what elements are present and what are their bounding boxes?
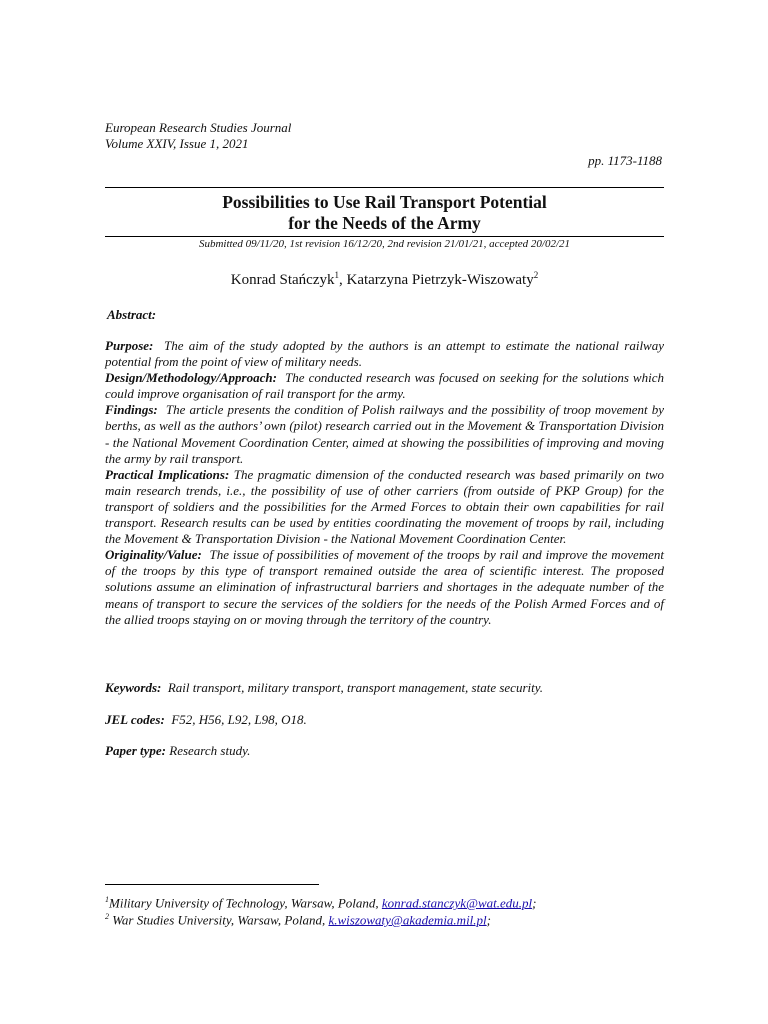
design-text: The conducted research was focused on seeking for the solutions which could improve organisation of rail transport for the army. bbox=[105, 370, 664, 402]
abstract-purpose bbox=[105, 338, 664, 370]
footnote-2-end: ; bbox=[486, 912, 491, 928]
author-2: Katarzyna Pietrzyk-Wiszowaty bbox=[346, 272, 534, 288]
abstract-practical bbox=[105, 467, 664, 547]
footnote-rule bbox=[105, 884, 319, 885]
findings-text: The article presents the condition of Polish railways and the possibility of troop movement by berths, as well as the authors’ own (pilot) research carried out in the Movement & Transportation Division - the National Movement Coordination Center, aimed at showing the possibilities of improving and moving the army by rail transport. bbox=[105, 402, 665, 466]
jel-label: JEL codes: bbox=[105, 712, 165, 727]
keywords-value: Rail transport, military transport, transport management, state security. bbox=[167, 680, 544, 695]
title-line-2: for the Needs of the Army bbox=[288, 213, 481, 233]
practical-text: The pragmatic dimension of the conducted research was based primarily on two main research trends, i.e., the possibility of use of other carriers (from outside of PKP Group) for the transport of soldiers and the possibilities for the Armed Forces to obtain their own capabilities for rail transport. Research results can be used by entities coordinating the movement of troops by rail, including the Movement & Transportation Division - the National Movement Coordination Center. bbox=[105, 466, 665, 547]
jel-codes bbox=[105, 712, 664, 728]
design-label: Design/Methodology/Approach: bbox=[105, 370, 277, 386]
keywords bbox=[105, 680, 664, 696]
author-list bbox=[105, 270, 664, 289]
paper-type bbox=[105, 743, 664, 759]
journal-name: European Research Studies Journal bbox=[105, 120, 292, 135]
paper-type-label: Paper type: bbox=[105, 743, 167, 758]
submission-dates: Submitted 09/11/20, 1st revision 16/12/20, 2nd revision 21/01/21, accepted 20/02/21 bbox=[198, 238, 571, 250]
journal-volume: Volume XXIV, Issue 1, 2021 bbox=[105, 136, 249, 151]
paper-type-value: Research study. bbox=[169, 743, 251, 758]
abstract-body bbox=[105, 338, 664, 628]
originality-text: The issue of possibilities of movement of the troops by rail and improve the movement of the troops by this type of transport remained outside the area of scientific interest. The proposed solutions assume an elimination of infrastructural barriers and shortages in the adequate number of the means of transport to secure the services of the soldiers for the needs of the Polish Armed Forces and of the allied troops staying on or moving through the territory of the country. bbox=[105, 547, 665, 627]
paper-title bbox=[105, 192, 664, 234]
footnote-1-end: ; bbox=[532, 895, 537, 911]
journal-header bbox=[105, 120, 291, 152]
footnote-1-email-link[interactable]: konrad.stanczyk@wat.edu.pl bbox=[381, 895, 533, 911]
footnote-2-text: War Studies University, Warsaw, Poland, bbox=[109, 912, 329, 928]
footnote-1-mark: 1 bbox=[105, 895, 109, 904]
footnote-2-email-link[interactable]: k.wiszowaty@akademia.mil.pl bbox=[328, 912, 487, 928]
title-line-1: Possibilities to Use Rail Transport Potential bbox=[222, 192, 547, 212]
findings-label: Findings: bbox=[105, 402, 158, 418]
author-1: Konrad Stańczyk bbox=[230, 272, 335, 288]
title-top-rule bbox=[105, 187, 664, 188]
author-2-affiliation-mark: 2 bbox=[533, 270, 539, 280]
jel-value: F52, H56, L92, L98, O18. bbox=[171, 712, 307, 727]
page-range: pp. 1173-1188 bbox=[588, 153, 662, 168]
footnote-1-text: Military University of Technology, Warsaw, Poland, bbox=[109, 895, 382, 911]
title-bottom-rule bbox=[105, 236, 664, 237]
abstract-heading: Abstract: bbox=[107, 307, 157, 322]
purpose-label: Purpose: bbox=[105, 338, 154, 353]
abstract-design bbox=[105, 370, 664, 402]
practical-label: Practical Implications: bbox=[105, 466, 230, 482]
originality-label: Originality/Value: bbox=[105, 547, 202, 563]
keywords-label: Keywords: bbox=[105, 680, 162, 695]
author-1-affiliation-mark: 1 bbox=[334, 270, 339, 280]
footnote-2-mark: 2 bbox=[105, 912, 109, 921]
abstract-findings bbox=[105, 402, 664, 466]
author-separator: , bbox=[338, 272, 347, 288]
abstract-originality bbox=[105, 547, 664, 627]
purpose-text: The aim of the study adopted by the authors is an attempt to estimate the national railway potential from the point of view of military needs. bbox=[105, 338, 665, 370]
footnote-2 bbox=[105, 909, 664, 928]
